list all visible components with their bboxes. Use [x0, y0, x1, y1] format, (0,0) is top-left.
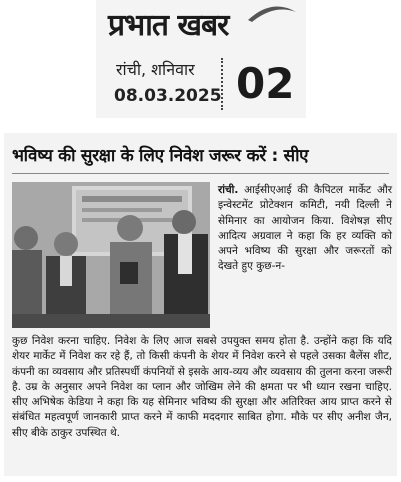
seminar-photo — [12, 182, 210, 328]
masthead-city-day: रांची, शनिवार — [116, 60, 195, 79]
logo-swoosh-icon — [246, 2, 298, 24]
article-dateline: रांची. — [218, 184, 239, 196]
article-headline: भविष्य की सुरक्षा के लिए निवेश जरूर करें : सीए — [12, 146, 309, 166]
masthead-clipping — [96, 0, 306, 118]
article-intro-text: आईसीएआई की कैपिटल मार्केट और इन्वेस्टमेंट प्रोटेक्शन कमिटी, नयी दिल्ली ने सेमिनार का आयोजन किया. विशेषज्ञ सीए आदित्य अग्रवाल ने कहा कि हर व्यक्ति को अपने भविष्य की सुरक्षा और जरूरतों को देखते हुए कुछ-न- — [218, 184, 392, 273]
headline-divider — [12, 173, 389, 174]
article-clipping — [4, 133, 397, 476]
page-number: 02 — [236, 59, 295, 108]
newspaper-logo: प्रभात खबर — [108, 8, 229, 43]
article-column-text — [218, 183, 392, 275]
masthead-divider — [221, 58, 223, 110]
seminar-photo-image — [12, 182, 210, 328]
masthead-date: 08.03.2025 — [114, 86, 222, 106]
article-body-text: कुछ निवेश करना चाहिए. निवेश के लिए आज सबसे उपयुक्त समय होता है. उन्होंने कहा कि यदि शेयर मार्केट में निवेश कर रहे हैं, तो किसी कंपनी के शेयर में निवेश करने से पहले उसका बैलेंस शीट, कंपनी का व्यवसाय और प्रतिस्पर्धी कंपनियों से इसके आय-व्यय और व्यवसाय की तुलना करना जरूरी है. उम्र के अनुसार अपने निवेश का प्लान और जोखिम लेने की क्षमता पर भी ध्यान रखना चाहिए. सीए अभिषेक केडिया ने कहा कि यह सेमिनार भविष्य की सुरक्षा और अतिरिक्त आय प्राप्त करने से संबंधित महत्वपूर्ण जानकारी प्राप्त करने में काफी मददगार साबित होगा. मौके पर सीए अनीश जैन, सीए बीके ठाकुर उपस्थित थे. — [12, 335, 392, 439]
